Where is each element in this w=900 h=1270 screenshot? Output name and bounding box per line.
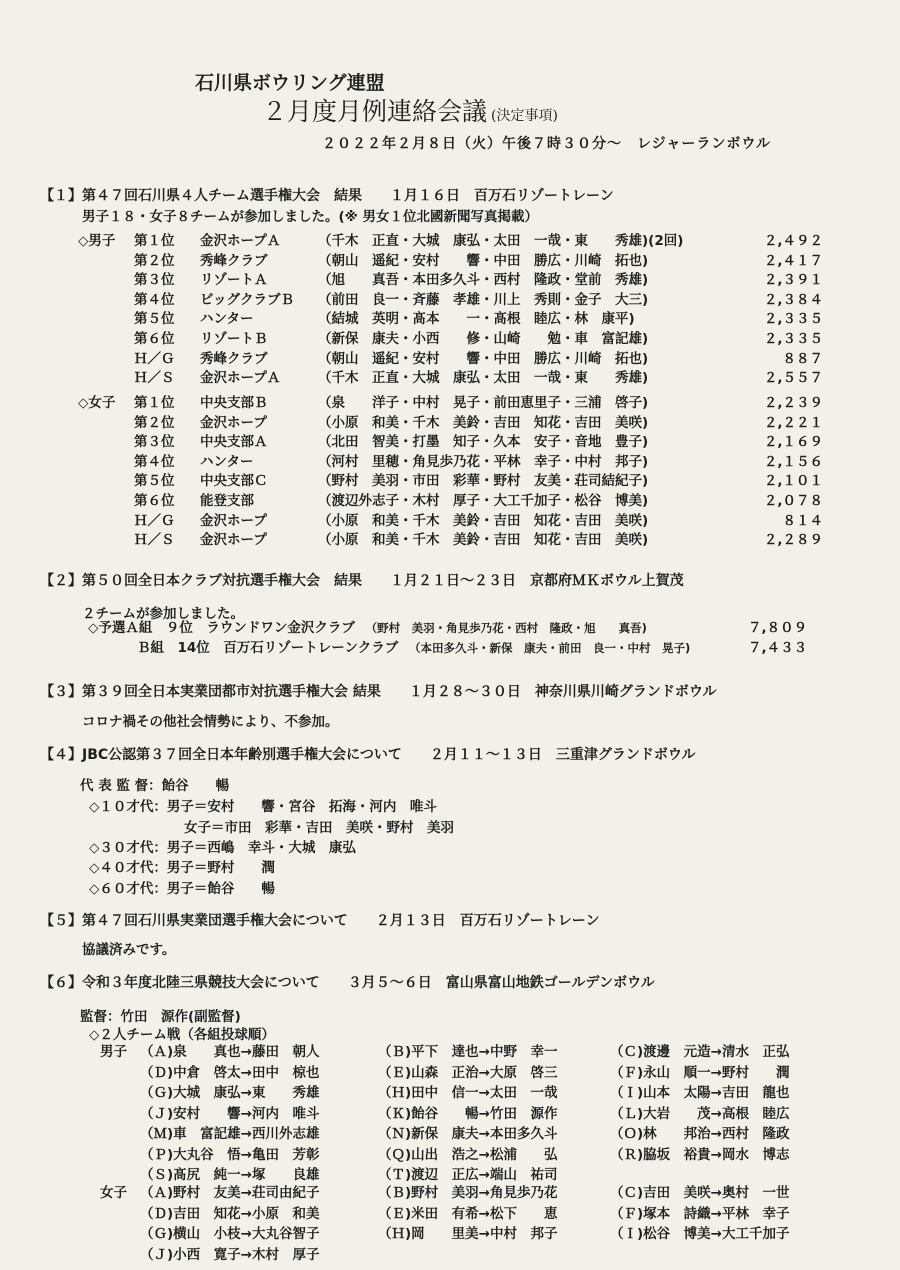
- result-rank: Ｈ／Ｇ: [134, 512, 175, 529]
- result-members: （結城 英明・髙本 一・髙根 睦広・林 康平): [318, 311, 635, 328]
- club-row-label: ◇予選Ａ組 ９位 ラウンドワン金沢クラブ: [88, 620, 355, 636]
- s4-line: ◇３０才代：男子＝西嶋 幸斗・大城 康弘: [89, 840, 356, 856]
- result-members: （野村 美羽・市田 彩華・野村 友美・荘司結紀子): [318, 473, 649, 490]
- pair-entry: （Ｊ)小西 寛子→木村 厚子: [140, 1246, 320, 1263]
- pair-entry: （Ｃ)吉田 美咲→奥村 一世: [610, 1185, 790, 1201]
- pair-entry: （Ｒ)脇坂 裕貴→岡水 博志: [610, 1146, 790, 1163]
- section-5-heading: 【５】第４７回石川県実業団選手権大会について ２月１３日 百万石リゾートレーン: [40, 913, 600, 929]
- result-members: （前田 良一・斉藤 孝雄・川上 秀則・金子 大三): [318, 291, 649, 308]
- result-members: （小原 和美・千木 美鈴・吉田 知花・吉田 美咲): [318, 512, 649, 529]
- result-team: ハンター: [200, 453, 254, 470]
- s4-line: 女子＝市田 彩華・吉田 美咲・野村 美羽: [184, 820, 454, 836]
- result-team: 中央支部Ｃ: [200, 473, 268, 490]
- result-rank: 第６位: [134, 492, 175, 509]
- result-members: （渡辺外志子・木村 厚子・大工千加子・松谷 博美): [318, 492, 649, 509]
- result-rank: Ｈ／Ｓ: [134, 370, 175, 387]
- club-row-score: ７,４３３: [748, 640, 808, 656]
- section-2-note: ２チームが参加しました。: [82, 606, 244, 622]
- pair-entry: （Ｉ)松谷 博美→大工千加子: [610, 1226, 790, 1242]
- result-team: リゾートＡ: [200, 272, 268, 289]
- result-members: （新保 康夫・小西 修・山崎 勉・車 富記雄): [318, 330, 649, 347]
- meeting-date: ２０２２年２月８日（火）午後７時３０分～ レジャーランボウル: [322, 136, 771, 152]
- s4-line: ◇４０才代：男子＝野村 潤: [89, 860, 275, 876]
- s4-line: 代 表 監 督：飴谷 暢: [80, 778, 230, 794]
- result-members: （河村 里穂・角見歩乃花・平林 幸子・中村 邦子): [318, 453, 649, 470]
- title-subtitle: (決定事項): [491, 108, 558, 124]
- section-6-coach: 監督：竹田 源作(副監督): [80, 1009, 241, 1025]
- result-score: ２,２２１: [763, 414, 823, 431]
- result-score: ２,４１７: [763, 252, 823, 269]
- section-3-heading: 【３】第３９回全日本実業団都市対抗選手権大会 結果 １月２８～３０日 神奈川県川崎グランドボウル: [40, 684, 717, 700]
- result-score: ８１４: [782, 512, 823, 529]
- result-score: ２,１６９: [763, 434, 823, 451]
- result-team: 金沢ホープ: [200, 512, 267, 529]
- result-score: ２,３９１: [763, 272, 823, 289]
- result-team: 金沢ホープ: [200, 532, 267, 549]
- result-members: （旭 真吾・本田多久斗・西村 隆政・堂前 秀雄): [318, 272, 649, 289]
- section-6-event: ◇２人チーム戦（各組投球順）: [89, 1027, 275, 1043]
- result-team: 金沢ホープＡ: [200, 233, 281, 249]
- pair-entry: （Ｌ)大岩 茂→高根 睦広: [610, 1105, 790, 1122]
- section-5-note: 協議済みです。: [82, 942, 176, 958]
- pair-entry: （Ｊ)安村 響→河内 唯斗: [140, 1105, 320, 1122]
- result-score: ２,０７８: [763, 492, 823, 509]
- club-row-label: Ｂ組 14位 百万石リゾートレーンクラブ: [137, 640, 399, 656]
- pair-entry: （Ｍ)車 富記雄→西川外志雄: [140, 1126, 320, 1142]
- result-score: ２,５５７: [763, 370, 823, 387]
- pair-entry: （Ｑ)山出 浩之→松浦 弘: [378, 1146, 558, 1163]
- result-members: （小原 和美・千木 美鈴・吉田 知花・吉田 美咲): [318, 414, 649, 431]
- result-members: （泉 洋子・中村 晃子・前田恵里子・三浦 啓子): [318, 395, 649, 411]
- result-rank: 第３位: [134, 272, 175, 289]
- pair-entry: （Ａ)野村 友美→荘司由紀子: [140, 1185, 320, 1201]
- pair-entry: （Ｇ)横山 小枝→大丸谷智子: [140, 1226, 320, 1242]
- result-score: ２,１５６: [763, 453, 823, 470]
- result-rank: 第６位: [134, 330, 175, 347]
- section-3-note: コロナ禍その他社会情勢により、不参加。: [82, 714, 339, 730]
- pair-entry: （Ｆ)塚本 詩織→平林 幸子: [610, 1205, 790, 1222]
- section-1-heading: 【１】第４７回石川県４人チーム選手権大会 結果 １月１６日 百万石リゾートレーン: [40, 188, 614, 204]
- result-rank: 第５位: [134, 473, 175, 490]
- result-team: 能登支部: [200, 492, 254, 509]
- result-members: （北田 智美・打墨 知子・久本 安子・音地 豊子): [318, 434, 649, 451]
- result-group: ◇男子: [78, 233, 116, 249]
- result-members: （朝山 遥紀・安村 響・中田 勝広・川崎 拓也): [318, 252, 649, 269]
- title-main: ２月度月例連絡会議: [262, 97, 488, 126]
- result-rank: Ｈ／Ｓ: [134, 532, 175, 549]
- section-1-note: 男子１８・女子８チームが参加しました。(※ 男女１位北國新聞写真掲載）: [82, 209, 538, 225]
- pair-entry: （Ｄ)吉田 知花→小原 和美: [140, 1205, 320, 1222]
- pair-entry: （Ｈ)岡 里美→中村 邦子: [378, 1226, 558, 1242]
- club-row: [88, 616, 808, 636]
- section-6-heading: 【６】令和３年度北陸三県競技大会について ３月５～６日 富山県富山地鉄ゴールデンボウル: [40, 975, 655, 991]
- s4-line: ◇１０才代：男子＝安村 響・宮谷 拓海・河内 唯斗: [89, 799, 437, 815]
- pair-entry: （Ｇ)大城 康弘→東 秀雄: [140, 1085, 320, 1101]
- result-team: 秀峰クラブ: [200, 350, 268, 367]
- result-score: ２,３３５: [763, 311, 823, 328]
- result-members: （朝山 遥紀・安村 響・中田 勝広・川崎 拓也): [318, 350, 649, 367]
- pair-entry: （Ｋ)飴谷 暢→竹田 源作: [378, 1105, 558, 1122]
- result-team: 中央支部Ａ: [200, 434, 268, 451]
- result-score: ２,３８４: [763, 291, 823, 308]
- result-score: ２,２８９: [763, 532, 823, 549]
- pair-entry: （Ｓ)髙尻 純一→塚 良雄: [140, 1167, 320, 1183]
- result-rank: 第３位: [134, 434, 175, 451]
- pair-entry: （Ｂ)野村 美羽→角見歩乃花: [378, 1185, 558, 1201]
- result-group: ◇女子: [78, 395, 116, 411]
- pair-entry: （Ｈ)田中 信一→太田 一哉: [378, 1085, 558, 1101]
- result-rank: 第２位: [134, 252, 175, 269]
- club-row: [137, 636, 808, 656]
- result-team: 秀峰クラブ: [200, 252, 268, 269]
- pair-entry: （Ｃ)渡邊 元造→清水 正弘: [610, 1044, 790, 1060]
- pair-entry: （Ｉ)山本 太陽→吉田 龍也: [610, 1085, 790, 1101]
- pair-entry: （Ｎ)新保 康夫→本田多久斗: [378, 1126, 558, 1142]
- pair-entry: （Ｆ)永山 順一→野村 潤: [610, 1064, 790, 1081]
- result-rank: 第１位: [134, 233, 175, 249]
- pair-entry: （Ｐ)大丸谷 悟→亀田 芳彰: [140, 1146, 320, 1163]
- section-4-heading: 【４】JBC公認第３７回全日本年齢別選手権大会について ２月１１～１３日 三重津グランドボウル: [40, 747, 696, 763]
- pair-entry: （Ｅ)米田 有希→松下 恵: [378, 1205, 558, 1222]
- result-members: （小原 和美・千木 美鈴・吉田 知花・吉田 美咲): [318, 532, 649, 549]
- pair-entry: （Ｂ)平下 達也→中野 幸一: [378, 1044, 558, 1060]
- result-score: ２,４９２: [763, 233, 823, 249]
- club-row-members: （本田多久斗・新保 康夫・前田 良一・中村 晃子): [408, 641, 691, 655]
- organization-name: 石川県ボウリング連盟: [195, 72, 385, 94]
- result-rank: 第４位: [134, 291, 175, 308]
- result-score: ２,３３５: [763, 330, 823, 347]
- result-score: ２,２３９: [763, 395, 823, 411]
- pair-entry: （Ｅ)山森 正治→大原 啓三: [378, 1064, 558, 1081]
- pair-entry: （Ｄ)中倉 啓太→田中 椋也: [140, 1064, 320, 1081]
- document-title: [262, 92, 558, 128]
- result-team: 金沢ホープ: [200, 414, 267, 431]
- result-score: ８８７: [782, 350, 823, 367]
- pair-group: 女子: [100, 1185, 127, 1201]
- result-rank: 第２位: [134, 414, 175, 431]
- result-rank: 第４位: [134, 453, 175, 470]
- result-team: 金沢ホープＡ: [200, 370, 281, 387]
- pair-group: 男子: [100, 1044, 127, 1060]
- pair-entry: （Ｔ)渡辺 正広→端山 祐司: [378, 1167, 558, 1183]
- result-members: （千木 正直・大城 康弘・太田 一哉・東 秀雄): [318, 370, 649, 387]
- club-row-score: ７,８０９: [748, 620, 808, 636]
- result-rank: 第１位: [134, 395, 175, 411]
- pair-entry: （Ａ)泉 真也→藤田 朝人: [140, 1044, 320, 1060]
- result-team: リゾートＢ: [200, 330, 268, 347]
- club-row-members: （野村 美羽・角見歩乃花・西村 隆政・旭 真吾): [365, 621, 647, 635]
- result-rank: 第５位: [134, 311, 175, 328]
- result-team: ハンター: [200, 311, 254, 328]
- result-team: 中央支部Ｂ: [200, 395, 268, 411]
- result-rank: Ｈ／Ｇ: [134, 350, 175, 367]
- result-team: ビッグクラブＢ: [200, 291, 294, 308]
- pair-entry: （Ｏ)林 邦治→西村 隆政: [610, 1126, 790, 1142]
- section-2-heading: 【２】第５０回全日本クラブ対抗選手権大会 結果 １月２１日～２３日 京都府ＭＫボウル上賀茂: [40, 573, 684, 589]
- s4-line: ◇６０才代：男子＝飴谷 暢: [89, 881, 275, 897]
- result-members: （千木 正直・大城 康弘・太田 一哉・東 秀雄)(2回): [318, 233, 684, 249]
- result-score: ２,１０１: [763, 473, 823, 490]
